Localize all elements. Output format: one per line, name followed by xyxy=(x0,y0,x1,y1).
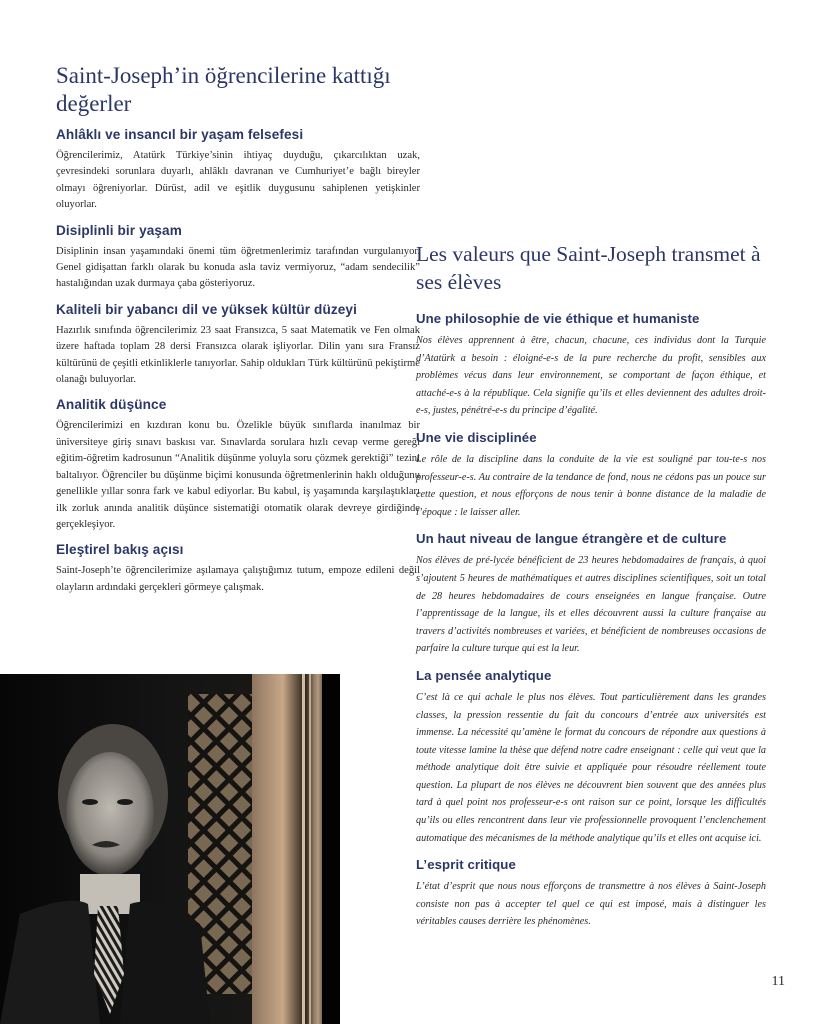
section-discipline-fr xyxy=(416,429,766,521)
section-critical-tr xyxy=(56,541,420,596)
section-heading: La pensée analytique xyxy=(416,667,552,683)
section-heading: L’esprit critique xyxy=(416,857,516,873)
section-language-tr xyxy=(56,301,420,389)
section-paragraph: Öğrencilerimizi en kızdıran konu bu. Özelikle büyük sınıflarda inanılmaz bir üniversiteye giriş sınavı baskısı var. Sınavlarda sorulara hızlı cevap verme gereği eğitim-öğretim kadrosunun “Analitik düşünme yoluyla soru çözmek gerektiği” tezini baltalıyor. Öğrenciler bu düşünme biçimi konusunda öğretmenlerinin haklı olduğunu genellikle yıllar sonra fark ve kabul ediyorlar. Bu kabul, iş yaşamında karşılaştıkları ilk zorluk anında analitik düşünce sistematiği otomatik olarak devreye girdiğinde gerçekleşiyor. xyxy=(56,420,420,530)
french-page-title: Les valeurs que Saint-Joseph transmet à ses élèves xyxy=(416,242,761,294)
section-paragraph: Öğrencilerimiz, Atatürk Türkiye’sinin ihtiyaç duyduğu, çıkarcılıktan uzak, çevresindeki sorunlara duyarlı, ahlâklı davranan ve Cumhuriyet’e bağlı bireyler olmayı öğreniyorlar. Dürüst, adil ve eşitlik duygusunu sahiplenen yetişkinler oluyorlar. xyxy=(56,150,420,211)
section-heading: Une philosophie de vie éthique et humaniste xyxy=(416,311,700,326)
section-paragraph: L’état d’esprit que nous nous efforçons de transmettre à nos élèves à Saint-Joseph consiste non pas à accepter tel quel ce qui est imposé, mais à distinguer les véritables causes derrière les phénomènes. xyxy=(416,881,766,928)
ataturk-portrait-photo xyxy=(0,674,340,1024)
section-heading: Kaliteli bir yabancı dil ve yüksek kültür düzeyi xyxy=(56,301,357,317)
section-analytic-tr xyxy=(56,396,420,533)
section-paragraph: Hazırlık sınıfında öğrencilerimiz 23 saat Fransızca, 5 saat Matematik ve Fen olmak üzere haftada toplam 28 dersi Fransızca olarak işliyorlar. Dilin yanı sıra Fransız kültürünü de çeşitli etkinliklerle tanıyorlar. Sahip oldukları Türk kültürünü pekiştirme olanağı buluyorlar. xyxy=(56,324,420,386)
section-discipline-tr xyxy=(56,222,420,293)
section-heading: Analitik düşünce xyxy=(56,397,167,413)
section-paragraph: Disiplinin insan yaşamındaki önemi tüm öğretmenlerimiz tarafından vurgulanıyor. Genel gidişattan farklı olarak bu konuda asla taviz vermiyoruz, “adam sendecilik” hastalığından uzak durmaya çaba gösteriyoruz. xyxy=(56,245,420,290)
turkish-column xyxy=(56,62,420,604)
section-heading: Eleştirel bakış açısı xyxy=(56,542,184,558)
section-language-fr xyxy=(416,530,766,658)
portrait-image xyxy=(0,674,340,1024)
french-column xyxy=(416,240,766,940)
section-heading: Une vie disciplinée xyxy=(416,429,537,445)
section-heading: Ahlâklı ve insancıl bir yaşam felsefesi xyxy=(56,127,304,142)
section-paragraph: C’est là ce qui achale le plus nos élèves. Tout particulièrement dans les grandes classes, la pression ressentie du fait du concours d’entrée aux universités est immense. La nécessité qu’amène le format du concours de répondre aux questions à toute vitesse lamine la thèse que défend notre cadre enseignant : celle qui veut que la méthode analytique doit être suivie et appliquée pour résoudre réellement toute question. La plupart de nos élèves ne découvrent bien souvent que des années plus tard à quel point nos professeur-e-s ont raison sur ce point, lorsque les difficultés qu’ils ou elles rencontrent dans leur vie professionnelle provoquent l’enclenchement automatique des mécanismes de la méthode analytique qu’ils et elles ont acquise ici. xyxy=(416,691,766,844)
page-number: 11 xyxy=(771,974,785,989)
section-paragraph: Nos élèves apprennent à être, chacun, chacune, ces individus dont la Turquie d’Atatürk a besoin : éloigné-e-s de la pure recherche du profit, sensibles aux problèmes vécus dans leur environnement, se comportant de façon éthique, et attaché-e-s à la république. Cela signifie qu’ils et elles deviennent des adultes droit-e-s, justes, pénétré-e-s du principe d’égalité. xyxy=(416,335,766,417)
section-ethics-fr xyxy=(416,310,766,420)
section-ethics-tr xyxy=(56,126,420,214)
section-paragraph: Nos élèves de pré-lycée bénéficient de 23 heures hebdomadaires de français, à quoi s’ajoutent 5 heures de mathématiques et autres disciplines scientifiques, soit un total de 28 heures hebdomadaires de cours enseignées en langue française. Outre l’apprentissage de la langue, ils et elles découvrent aussi la culture française au travers d’activités nombreuses et variées, et bénéficient de nombreuses occasions de parfaire la culture turque qui est la leur. xyxy=(416,555,766,655)
section-heading: Un haut niveau de langue étrangère et de culture xyxy=(416,531,727,547)
turkish-page-title: Saint-Joseph’in öğrencilerine kattığı değerler xyxy=(56,63,391,116)
section-critical-fr xyxy=(416,856,766,931)
section-heading: Disiplinli bir yaşam xyxy=(56,222,182,238)
section-paragraph: Saint-Joseph’te öğrencilerimize aşılamaya çalıştığımız tutum, empoze edileni değil olayların ardındaki gerçekleri görmeye çalışmak. xyxy=(56,565,420,593)
section-analytic-fr xyxy=(416,667,766,847)
section-paragraph: Le rôle de la discipline dans la conduite de la vie est souligné par tou-te-s nos professeur-e-s. Au contraire de la tendance de fond, nous ne cédons pas un pouce sur cette question, et nous efforçons de nous tenir à bonne distance de la maladie de l’époque : le laisser aller. xyxy=(416,453,766,518)
